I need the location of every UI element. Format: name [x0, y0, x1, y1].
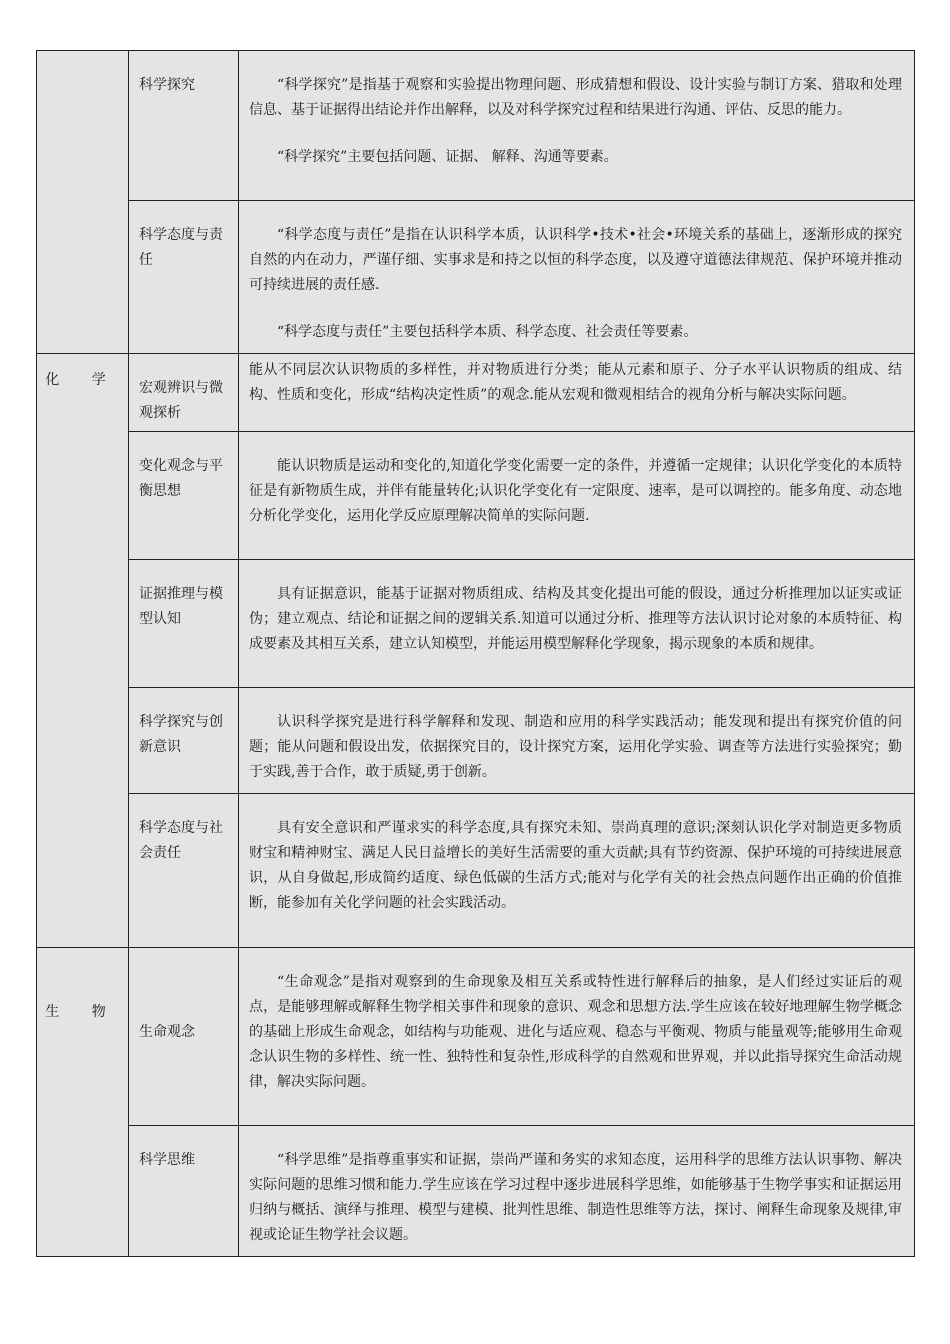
table-row — [37, 948, 915, 1126]
table-row — [37, 201, 915, 354]
competency-description — [239, 201, 915, 354]
competency-description — [239, 51, 915, 201]
subject-cell-chemistry: 化 学 — [37, 354, 129, 948]
competency-name: 生命观念 — [129, 948, 239, 1126]
table-row — [37, 354, 915, 432]
description-paragraph: 认识科学探究是进行科学解释和发现、制造和应用的科学实践活动；能发现和提出有探究价值的问题；能从问题和假设出发，依据探究目的，设计探究方案，运用化学实验、调查等方法进行实验探究；勤于实践,善于合作，敢于质疑,勇于创新。 — [249, 714, 902, 780]
description-paragraph: 能认识物质是运动和变化的,知道化学变化需要一定的条件，并遵循一定规律；认识化学变化的本质特征是有新物质生成，并伴有能量转化;认识化学变化有一定限度、速率，是可以调控的。能多角度、动态地分析化学变化，运用化学反应原理解决简单的实际问题. — [249, 458, 902, 524]
description-paragraph: “科学探究”主要包括问题、证据、 解释、沟通等要素。 — [277, 149, 618, 165]
description-paragraph: “科学思维”是指尊重事实和证据，崇尚严谨和务实的求知态度，运用科学的思维方法认识事物、解决实际问题的思维习惯和能力.学生应该在学习过程中逐步进展科学思维，如能够基于生物学事实和证据运用归纳与概括、演绎与推理、模型与建模、批判性思维、制造性思维等方法，探讨、阐释生命现象及规律,审视或论证生物学社会议题。 — [249, 1152, 902, 1243]
subject-cell-physics — [37, 51, 129, 354]
table-row — [37, 794, 915, 948]
competency-name: 变化观念与平衡思想 — [129, 432, 239, 560]
competency-name: 科学探究 — [129, 51, 239, 201]
competency-name: 科学思维 — [129, 1126, 239, 1257]
competency-description — [239, 1126, 915, 1257]
competency-name: 科学态度与责任 — [129, 201, 239, 354]
table-row — [37, 51, 915, 201]
competency-description — [239, 354, 915, 432]
competency-table — [36, 50, 915, 1257]
table-row — [37, 1126, 915, 1257]
competency-name: 证据推理与模型认知 — [129, 560, 239, 688]
competency-description — [239, 688, 915, 794]
competency-name: 科学探究与创新意识 — [129, 688, 239, 794]
description-paragraph: “生命观念”是指对观察到的生命现象及相互关系或特性进行解释后的抽象，是人们经过实证后的观点，是能够理解或解释生物学相关事件和现象的意识、观念和思想方法.学生应该在较好地理解生物学概念的基础上形成生命观念，如结构与功能观、进化与适应观、稳态与平衡观、物质与能量观等;能够用生命观念认识生物的多样性、统一性、独特性和复杂性,形成科学的自然观和世界观，并以此指导探究生命活动规律，解决实际问题。 — [249, 974, 902, 1090]
subject-cell-biology: 生 物 — [37, 948, 129, 1257]
competency-description — [239, 794, 915, 948]
description-paragraph: “科学态度与责任”主要包括科学本质、科学态度、社会责任等要素。 — [277, 324, 698, 340]
competency-description — [239, 560, 915, 688]
competency-description — [239, 432, 915, 560]
description-paragraph: 具有证据意识，能基于证据对物质组成、结构及其变化提出可能的假设，通过分析推理加以证实或证伪；建立观点、结论和证据之间的逻辑关系.知道可以通过分析、推理等方法认识讨论对象的本质特征、构成要素及其相互关系，建立认知模型，并能运用模型解释化学现象，揭示现象的本质和规律。 — [249, 586, 902, 652]
table-row — [37, 432, 915, 560]
description-paragraph: “科学探究”是指基于观察和实验提出物理问题、形成猜想和假设、设计实验与制订方案、猎取和处理信息、基于证据得出结论并作出解释，以及对科学探究过程和结果进行沟通、评估、反思的能力。 — [249, 77, 902, 118]
description-paragraph: 具有安全意识和严谨求实的科学态度,具有探究未知、崇尚真理的意识;深刻认识化学对制造更多物质财宝和精神财宝、满足人民日益增长的美好生活需要的重大贡献;具有节约资源、保护环境的可持续进展意识，从自身做起,形成简约适度、绿色低碳的生活方式;能对与化学有关的社会热点问题作出正确的价值推断，能参加有关化学问题的社会实践活动。 — [249, 820, 902, 911]
description-paragraph: “科学态度与责任”是指在认识科学本质，认识科学•技术•社会•环境关系的基础上，逐渐形成的探究自然的内在动力，严谨仔细、实事求是和持之以恒的科学态度，以及遵守道德法律规范、保护环境并推动可持续进展的责任感. — [249, 227, 902, 293]
competency-name: 科学态度与社会责任 — [129, 794, 239, 948]
table-row — [37, 688, 915, 794]
description-paragraph: 能从不同层次认识物质的多样性，并对物质进行分类；能从元素和原子、分子水平认识物质的组成、结构、性质和变化，形成“结构决定性质”的观念.能从宏观和微观相结合的视角分析与解决实际问题。 — [249, 362, 902, 403]
competency-description — [239, 948, 915, 1126]
table-row — [37, 560, 915, 688]
competency-name: 宏观辨识与微观探析 — [129, 354, 239, 432]
